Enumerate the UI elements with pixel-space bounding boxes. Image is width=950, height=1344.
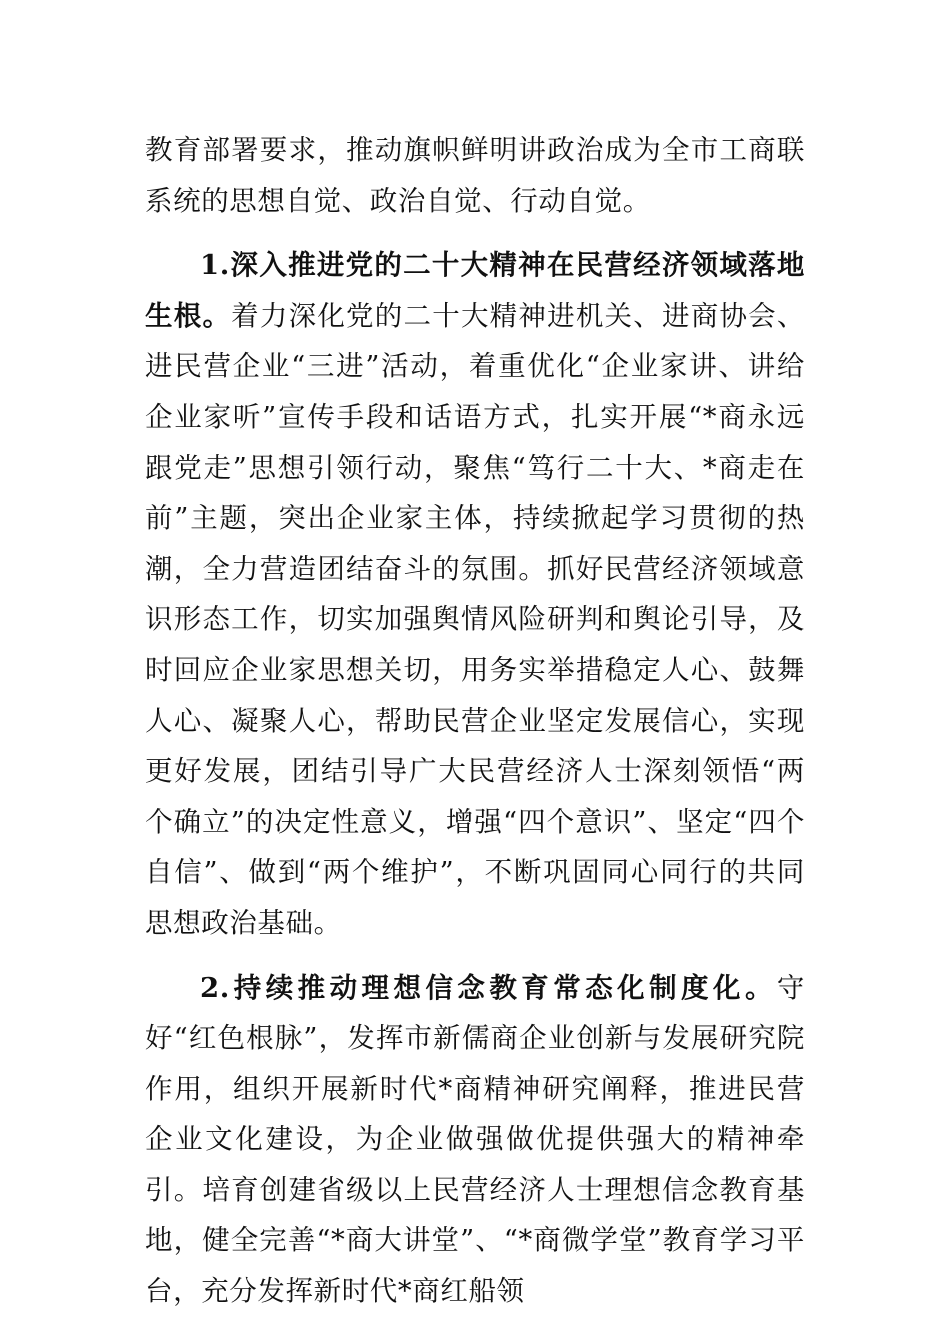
section-1-body: 着力深化党的二十大精神进机关、进商协会、进民营企业“三进”活动，着重优化“企业家讲、讲给企业家听”宣传手段和话语方式，扎实开展“*商永远跟党走”思想引领行动，聚焦“笃行二十大、*商走在前”主题，突出企业家主体，持续掀起学习贯彻的热潮，全力营造团结奋斗的氛围。抓好民营经济领域意识形态工作，切实加强舆情风险研判和舆论引导，及时回应企业家思想关切，用务实举措稳定人心、鼓舞人心、凝聚人心，帮助民营企业坚定发展信心，实现更好发展，团结引导广大民营经济人士深刻领悟“两个确立”的决定性意义，增强“四个意识”、坚定“四个自信”、做到“两个维护”，不断巩固同心同行的共同思想政治基础。: [145, 299, 805, 939]
paragraph-section-1: [145, 240, 805, 948]
paragraph-intro: [145, 125, 805, 226]
paragraph-section-2: [145, 963, 805, 1317]
section-1-heading: 1.深入推进党的二十大精神在民营经济领域落地生根。: [145, 249, 805, 332]
document-body: [145, 125, 805, 1317]
section-2-body: 守好“红色根脉”，发挥市新儒商企业创新与发展研究院作用，组织开展新时代*商精神研究阐释，推进民营企业文化建设，为企业做强做优提供强大的精神牵引。培育创建省级以上民营经济人士理想信念教育基地，健全完善“*商大讲堂”、“*商微学堂”教育学习平台，充分发挥新时代*商红船领: [145, 971, 805, 1308]
section-2-heading: 2.持续推动理想信念教育常态化制度化。: [200, 971, 777, 1004]
paragraph-intro-body: 教育部署要求，推动旗帜鲜明讲政治成为全市工商联系统的思想自觉、政治自觉、行动自觉。: [145, 134, 805, 217]
